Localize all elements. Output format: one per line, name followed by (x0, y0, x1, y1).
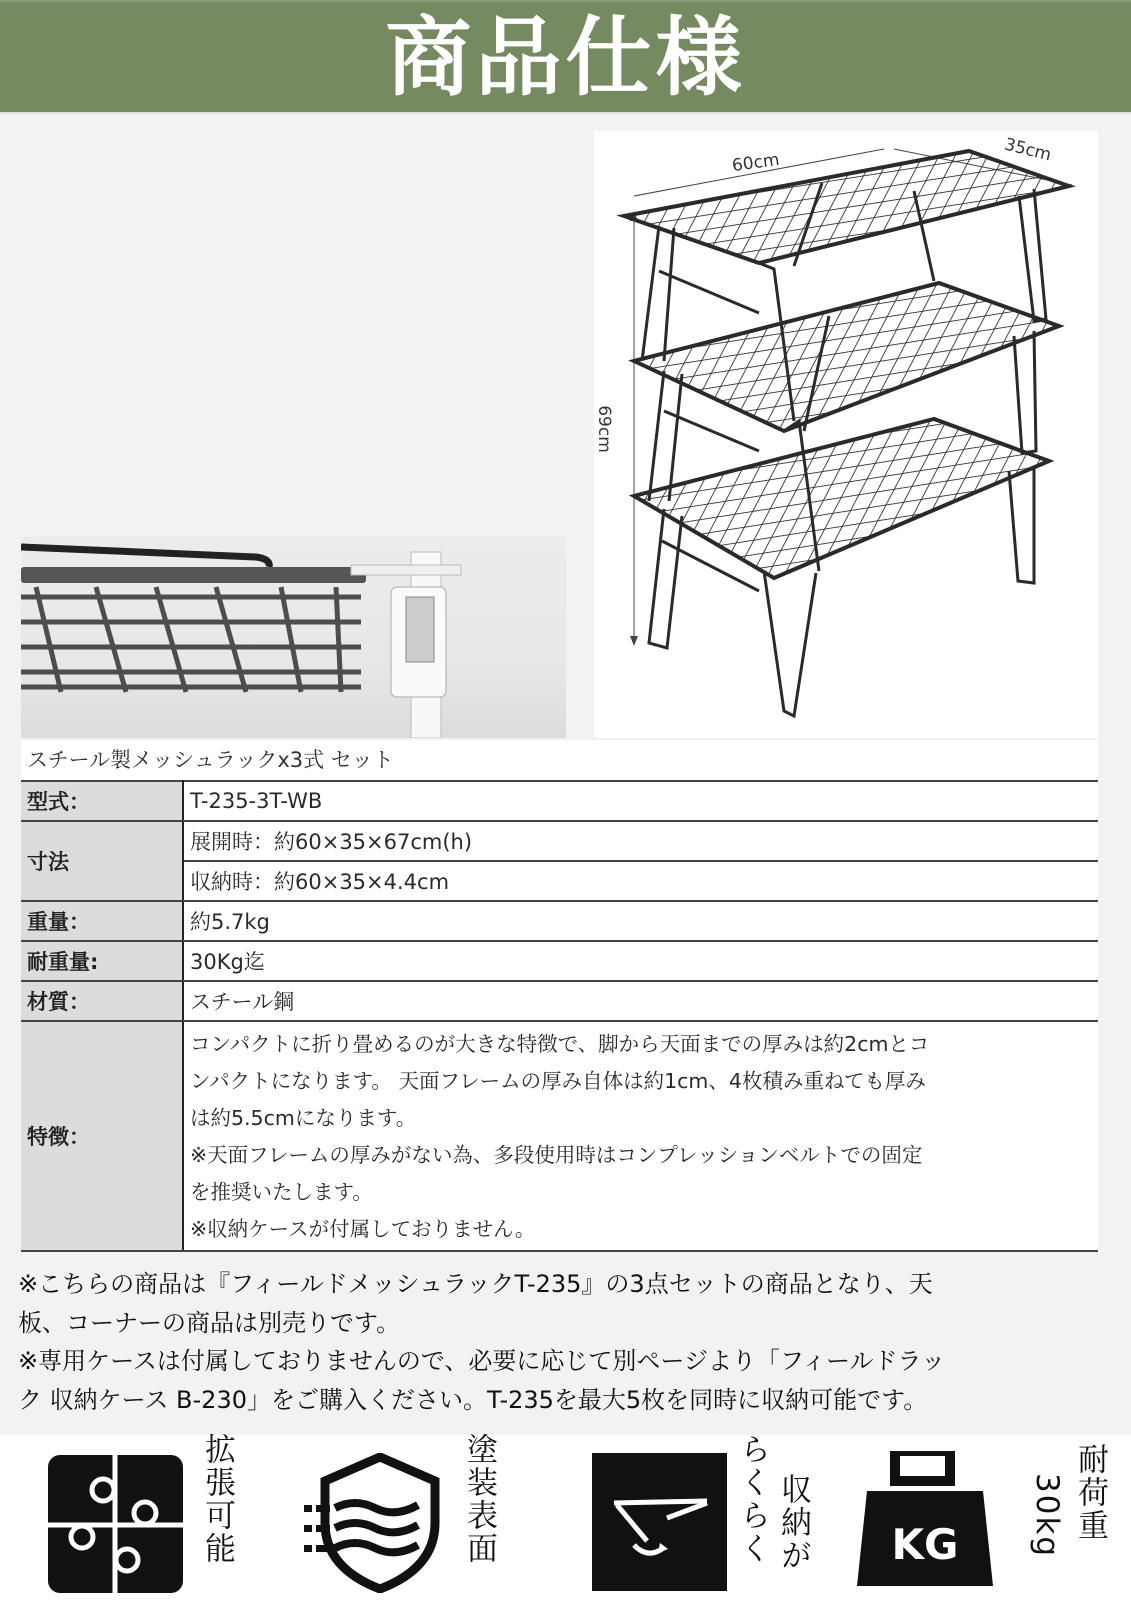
product-dimension-diagram (594, 131, 1098, 738)
table-row-model (21, 781, 1098, 821)
depth-dimension-label: 35cm (1002, 134, 1054, 166)
spec-value: T-235-3T-WB (183, 781, 1098, 821)
feature-label: 収納が (775, 1473, 811, 1572)
rack-illustration (594, 131, 1098, 738)
spec-sheet (21, 740, 1098, 1252)
puzzle-icon (48, 1455, 183, 1597)
feature-line: は約5.5cmになります。 (190, 1106, 417, 1130)
frame-thickness-image (21, 537, 566, 738)
feature-label-secondary: らくらく (734, 1433, 770, 1565)
table-row-material (21, 981, 1098, 1021)
weight-icon (855, 1451, 995, 1595)
fold-icon (592, 1453, 727, 1595)
note-line: ※専用ケースは付属しておりませんので、必要に応じて別ページより「フィールドラッ (18, 1347, 946, 1375)
height-dimension-label: 69cm (593, 405, 614, 453)
spec-key: 型式： (21, 781, 183, 821)
spec-key: 耐重量: (21, 941, 183, 981)
header-banner (0, 0, 1131, 112)
feature-line: ンパクトになります。 天面フレームの厚み自体は約1cm、4枚積み重ねても厚み (190, 1069, 926, 1093)
feature-line: コンパクトに折り畳めるのが大きな特徴で、脚から天面までの厚みは約2cmとコ (190, 1032, 930, 1056)
feature-label: 塗装表面 (461, 1433, 497, 1565)
spec-value: 展開時：約60×35×67cm(h) (183, 821, 1098, 861)
feature-label: 拡張可能 (199, 1433, 235, 1565)
page-title: 商品仕様 (385, 8, 746, 108)
spec-caption: スチール製メッシュラックx3式 セット (21, 740, 1098, 780)
feature-icons-strip (0, 1435, 1131, 1600)
table-row-features (21, 1021, 1098, 1251)
feature-line: ※収納ケースが付属しておりません。 (190, 1217, 536, 1241)
spec-value: スチール鋼 (183, 981, 1098, 1021)
banner-divider (0, 112, 1131, 114)
spec-value: 約5.7kg (183, 901, 1098, 941)
note-line: ク 収納ケース B-230」をご購入ください。T-235を最大5枚を同時に収納可能です。 (18, 1385, 928, 1414)
spec-value-features (183, 1021, 1098, 1251)
table-row-weight (21, 901, 1098, 941)
table-row-load-capacity (21, 941, 1098, 981)
note-line: 板、コーナーの商品は別売りです。 (18, 1308, 401, 1337)
feature-line: を推奨いたします。 (190, 1180, 373, 1204)
spec-key: 材質： (21, 981, 183, 1021)
width-dimension-label: 60cm (730, 149, 781, 177)
svg-text:KG: KG (891, 1520, 959, 1569)
feature-label: 耐荷重 (1072, 1443, 1108, 1542)
table-row-dimensions (21, 821, 1098, 861)
feature-line: ※天面フレームの厚みがない為、多段使用時はコンプレッションベルトでの固定 (190, 1143, 923, 1167)
feature-label-secondary: 30kg (1029, 1473, 1065, 1559)
spec-key: 寸法 (21, 821, 183, 901)
spec-value: 収納時：約60×35×4.4cm (183, 861, 1098, 901)
note-line: ※こちらの商品は『フィールドメッシュラックT-235』の3点セットの商品となり、天 (18, 1270, 933, 1298)
spec-key: 特徴： (21, 1021, 183, 1251)
caliper-measurement-photo (21, 537, 566, 738)
table-row-dimensions-folded (21, 861, 1098, 901)
spec-value: 30Kg迄 (183, 941, 1098, 981)
shield-icon (300, 1453, 440, 1597)
spec-table (21, 780, 1098, 1252)
notes-block (18, 1265, 1118, 1419)
spec-key: 重量： (21, 901, 183, 941)
